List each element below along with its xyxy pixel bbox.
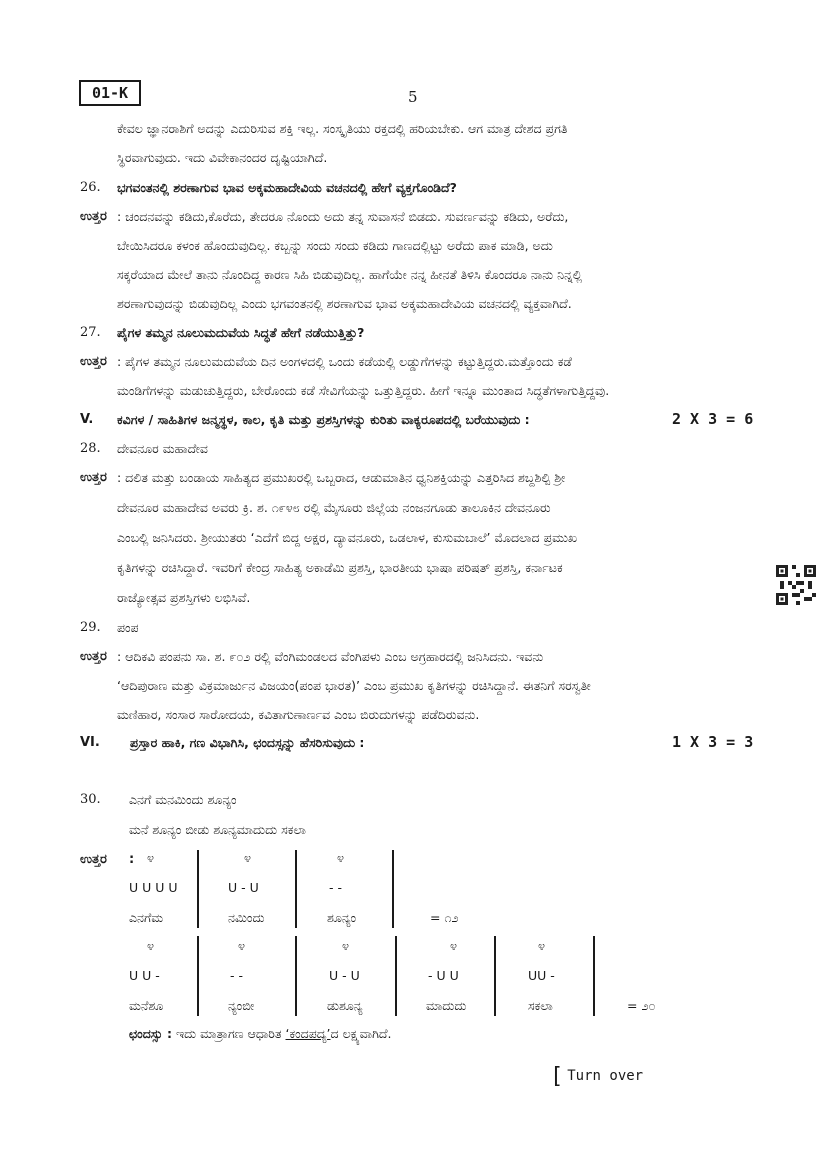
gana-pattern: - - — [230, 968, 243, 983]
gana-segment: ನ್ಯಂಬೀ — [228, 998, 255, 1013]
gana-mark: ೪ — [244, 850, 252, 865]
verse-line-1: ಎನಗೆ ಮನಮಿಂದು ಶೂನ್ಯಂ — [129, 792, 237, 807]
chandas-line — [129, 1026, 391, 1042]
gana-segment: ಮಾದುದು — [426, 998, 467, 1013]
answer-label: ಉತ್ತರ — [80, 354, 107, 369]
turn-over-text: Turn over — [567, 1068, 644, 1084]
answer-line: ಕೃತಿಗಳನ್ನು ರಚಿಸಿದ್ದಾರೆ. ಇವರಿಗೆ ಕೇಂದ್ರ ಸಾಹಿತ್ಯ ಅಕಾಡೆಮಿ ಪ್ರಶಸ್ತಿ, ಭಾರತೀಯ ಭಾಷಾ ಪರಿಷತ್ ಪ್ರಶಸ್ತಿ, ಕರ್ನಾಟಕ — [117, 560, 563, 575]
gana-segment: ಎನಗೆಮ — [129, 910, 164, 925]
question-number: 29. — [80, 620, 101, 635]
matra-total: = ೧೨ — [430, 910, 459, 925]
gana-pattern: U - U — [228, 880, 259, 895]
chandas-label: ಛಂದಸ್ಸು : — [129, 1026, 172, 1041]
gana-pattern: U U U U — [129, 880, 178, 895]
verse-line-2: ಮನೆ ಶೂನ್ಯಂ ಬೀಡು ಶೂನ್ಯಮಾದುದು ಸಕಲಾ — [129, 822, 306, 837]
section-marks: 2 X 3 = 6 — [672, 410, 754, 428]
gana-mark: ೪ — [147, 850, 155, 865]
gana-pattern: UU - — [528, 968, 555, 983]
gana-mark: ೪ — [147, 938, 155, 953]
answer-line: : ಆದಿಕವಿ ಪಂಪನು ಸಾ. ಶ. ೯೦೨ ರಲ್ಲಿ ವೆಂಗಿಮಂಡಲದ ವೆಂಗಿಪಳು ಎಂಬ ಅಗ್ರಹಾರದಲ್ಲಿ ಜನಿಸಿದನು. ಇವನು — [117, 649, 544, 664]
intro-line-2: ಸ್ಥಿರವಾಗುವುದು. ಇದು ವಿವೇಕಾನಂದರ ದೃಷ್ಟಿಯಾಗಿದೆ. — [117, 150, 328, 165]
chandas-name: ‘ಕಂದಪದ್ಯ’ — [285, 1026, 331, 1041]
qr-code-icon — [776, 565, 816, 605]
answer-label: ಉತ್ತರ — [80, 470, 107, 485]
gana-pattern: - - — [329, 880, 342, 895]
gana-segment: ನಮಿಂದು — [228, 910, 265, 925]
gana-segment: ಶೂನ್ಯಂ — [327, 910, 357, 925]
answer-line: : ಚಂದನವನ್ನು ಕಡಿದು,ಕೊರೆದು, ತೇದರೂ ನೊಂದು ಅದು ತನ್ನ ಸುವಾಸನೆ ಬಿಡದು. ಸುವರ್ಣವನ್ನು ಕಡಿದು, ಅರೆದು, — [117, 209, 569, 224]
question-text: ಪೈಗಳ ತಮ್ಮನ ನೂಲುಮದುವೆಯ ಸಿದ್ಧತೆ ಹೇಗೆ ನಡೆಯುತ್ತಿತ್ತು? — [117, 325, 365, 340]
gana-pattern: U - U — [329, 968, 360, 983]
answer-label: ಉತ್ತರ — [80, 852, 107, 867]
question-number: 27. — [80, 325, 101, 340]
answer-line: ರಾಜ್ಯೋತ್ಸವ ಪ್ರಶಸ್ತಿಗಳು ಲಭಿಸಿವೆ. — [117, 590, 251, 605]
question-text: ದೇವನೂರ ಮಹಾದೇವ — [117, 441, 208, 456]
answer-line: : ಪೈಗಳ ತಮ್ಮನ ನೂಲುಮದುವೆಯ ದಿನ ಅಂಗಳದಲ್ಲಿ ಒಂದು ಕಡೆಯಲ್ಲಿ ಲಡ್ಡುಗೆಗಳನ್ನು ಕಟ್ಟುತ್ತಿದ್ದರು.ಮತ್ತೊಂದು ಕಡೆ — [117, 354, 572, 369]
section-heading: ಪ್ರಸ್ತಾರ ಹಾಕಿ, ಗಣ ವಿಭಾಗಿಸಿ, ಛಂದಸ್ಸನ್ನು ಹೆಸರಿಸುವುದು : — [130, 735, 365, 750]
gana-divider — [395, 936, 397, 1016]
gana-mark: ೪ — [450, 938, 458, 953]
answer-line: ಮಂಡಿಗೆಗಳನ್ನು ಮಡುಚುತ್ತಿದ್ದರು, ಬೇರೊಂದು ಕಡೆ ಸೇವಿಗೆಯನ್ನು ಒತ್ತುತ್ತಿದ್ದರು. ಹೀಗೆ ಇನ್ನೂ ಮುಂತಾದ ಸಿದ್ಧತೆಗಳಾಗುತ್ತಿದ್ದವು. — [117, 383, 610, 398]
answer-line: ‘ಆದಿಪುರಾಣ ಮತ್ತು ವಿಕ್ರಮಾರ್ಜುನ ವಿಜಯಂ(ಪಂಪ ಭಾರತ)’ ಎಂಬ ಪ್ರಮುಖ ಕೃತಿಗಳನ್ನು ರಚಿಸಿದ್ದಾನೆ. ಈತನಿಗೆ ಸರಸ್ವತೀ — [117, 678, 591, 693]
gana-segment: ಸಕಲಾ — [528, 998, 553, 1013]
gana-divider — [197, 850, 199, 928]
page-number: 5 — [408, 88, 418, 106]
gana-pattern: U U - — [129, 968, 160, 983]
intro-line-1: ಕೇವಲ ಜ್ಞಾನರಾಶಿಗೆ ಅದನ್ನು ಎದುರಿಸುವ ಶಕ್ತಿ ಇಲ್ಲ. ಸಂಸ್ಕೃತಿಯು ರಕ್ತದಲ್ಲಿ ಹರಿಯಬೇಕು. ಆಗ ಮಾತ್ರ ದೇಶದ ಪ್ರಗತಿ — [117, 121, 568, 136]
gana-pattern: - U U — [428, 968, 459, 983]
answer-line: ಮಣಿಹಾರ, ಸಂಸಾರ ಸಾರೋದಯ, ಕವಿತಾಗುಣಾರ್ಣವ ಎಂಬ ಬಿರುದುಗಳನ್ನು ಪಡೆದಿರುವನು. — [117, 707, 480, 722]
section-roman: V. — [80, 412, 94, 427]
answer-line: ಶರಣಾಗುವುದನ್ನು ಬಿಡುವುದಿಲ್ಲ ಎಂದು ಭಗವಂತನಲ್ಲಿ ಶರಣಾಗುವ ಭಾವ ಅಕ್ಕಮಹಾದೇವಿಯ ವಚನದಲ್ಲಿ ವ್ಯಕ್ತವಾಗಿದೆ. — [117, 296, 572, 311]
gana-divider — [593, 936, 595, 1016]
answer-colon: : — [129, 852, 135, 867]
gana-segment: ಮನೆಶೂ — [129, 998, 164, 1013]
gana-mark: ೪ — [238, 938, 246, 953]
answer-line: ಎಂಬಲ್ಲಿ ಜನಿಸಿದರು. ಶ್ರೀಯುತರು ‘ಎದೆಗೆ ಬಿದ್ದ ಅಕ್ಷರ, ದ್ಯಾವನೂರು, ಒಡಲಾಳ, ಕುಸುಮಬಾಲೆ’ ಮೊದಲಾದ ಪ್ರಮುಖ — [117, 530, 578, 545]
section-heading: ಕವಿಗಳ / ಸಾಹಿತಿಗಳ ಜನ್ಮಸ್ಥಳ, ಕಾಲ, ಕೃತಿ ಮತ್ತು ಪ್ರಶಸ್ತಿಗಳನ್ನು ಕುರಿತು ವಾಕ್ಯರೂಪದಲ್ಲಿ ಬರೆಯುವುದು : — [117, 412, 530, 427]
question-text: ಭಗವಂತನಲ್ಲಿ ಶರಣಾಗುವ ಭಾವ ಅಕ್ಕಮಹಾದೇವಿಯ ವಚನದಲ್ಲಿ ಹೇಗೆ ವ್ಯಕ್ತಗೊಂಡಿದೆ? — [117, 180, 457, 195]
chandas-pre: ಇದು ಮಾತ್ರಾಗಣ ಆಧಾರಿತ — [175, 1026, 286, 1041]
answer-line: ದೇವನೂರ ಮಹಾದೇವ ಅವರು ಕ್ರಿ. ಶ. ೧೯೪೮ ರಲ್ಲಿ ಮೈಸೂರು ಜಿಲ್ಲೆಯ ನಂಜನಗೂಡು ತಾಲೂಕಿನ ದೇವನೂರು — [117, 500, 551, 515]
question-number: 28. — [80, 441, 101, 456]
question-number: 30. — [80, 792, 101, 807]
section-marks: 1 X 3 = 3 — [672, 733, 754, 751]
section-roman: VI. — [80, 735, 100, 750]
gana-segment: ಡುಶೂನ್ಯ — [327, 998, 363, 1013]
gana-divider — [494, 936, 496, 1016]
gana-mark: ೪ — [538, 938, 546, 953]
answer-label: ಉತ್ತರ — [80, 209, 107, 224]
gana-divider — [392, 850, 394, 928]
paper-code-box: 01-K — [79, 80, 141, 106]
answer-line: : ದಲಿತ ಮತ್ತು ಬಂಡಾಯ ಸಾಹಿತ್ಯದ ಪ್ರಮುಖರಲ್ಲಿ ಒಬ್ಬರಾದ, ಆಡುಮಾತಿನ ಧ್ವನಿಶಕ್ತಿಯನ್ನು ಎತ್ತರಿಸಿದ ಶಬ್ದಶಿಲ್ಪಿ ಶ್ರೀ — [117, 470, 566, 485]
gana-divider — [295, 850, 297, 928]
bracket-icon: [ — [550, 1064, 564, 1089]
gana-divider — [295, 936, 297, 1016]
gana-mark: ೪ — [342, 938, 350, 953]
turn-over-note — [550, 1064, 644, 1089]
question-number: 26. — [80, 180, 101, 195]
gana-divider — [197, 936, 199, 1016]
question-text: ಪಂಪ — [117, 620, 139, 635]
gana-mark: ೪ — [337, 850, 345, 865]
matra-total: = ೨೦ — [627, 998, 656, 1013]
answer-label: ಉತ್ತರ — [80, 649, 107, 664]
chandas-post: ದ ಲಕ್ಷ್ಯವಾಗಿದೆ. — [330, 1026, 392, 1041]
answer-line: ಸಕ್ಕರೆಯಾದ ಮೇಲೆ ತಾನು ನೊಂದಿದ್ದ ಕಾರಣ ಸಿಹಿ ಬಿಡುವುದಿಲ್ಲ. ಹಾಗೆಯೇ ನನ್ನ ಹೀನತೆ ತಿಳಿಸಿ ಕೊಂದರೂ ನಾನು ನಿನ್ನಲ್ಲಿ — [117, 267, 583, 282]
answer-line: ಬೇಯಿಸಿದರೂ ಕಳಂಕ ಹೊಂದುವುದಿಲ್ಲ. ಕಬ್ಬನ್ನು ಸಂದು ಸಂದು ಕಡಿದು ಗಾಣದಲ್ಲಿಟ್ಟು ಅರೆದು ಪಾಕ ಮಾಡಿ, ಅದು — [117, 238, 553, 253]
